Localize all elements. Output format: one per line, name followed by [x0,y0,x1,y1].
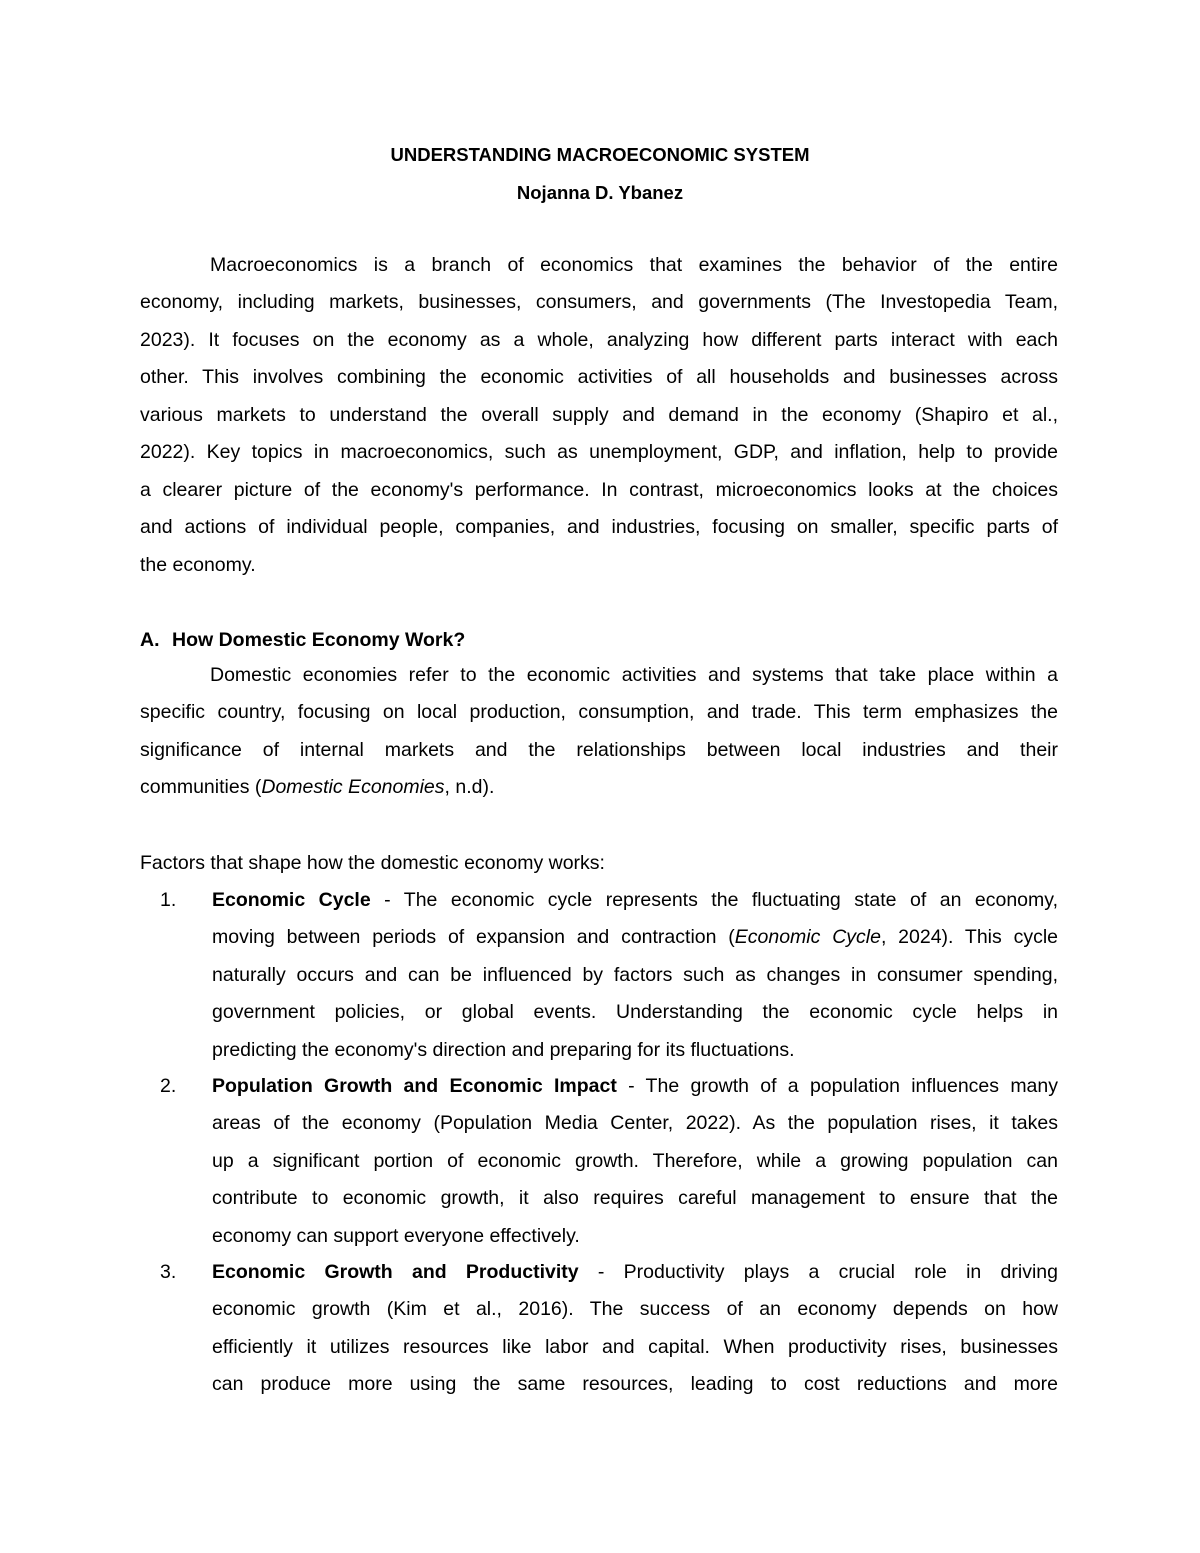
italic-citation: Domestic Economies [261,776,445,799]
intro-paragraph-line [140,439,1058,465]
factor-item-line [212,1334,1058,1360]
document-author: Nojanna D. Ybanez [516,182,684,203]
text-segment: contribute to economic growth, it also requires careful management to ensure that the [212,1187,1058,1210]
text-segment: 2023). It focuses on the economy as a whole, analyzing how different parts interact with each [140,328,1058,351]
factor-item-line [212,1371,1058,1397]
text-segment: specific country, focusing on local production, consumption, and trade. This term emphasizes the [140,701,1058,724]
text-segment: various markets to understand the overall supply and demand in the economy (Shapiro et al., [140,403,1058,426]
text-segment: can produce more using the same resources, leading to cost reductions and more [212,1373,1058,1396]
italic-citation: Economic Cycle [734,926,881,949]
bold-term: Economic Cycle [212,889,371,911]
intro-paragraph-line [210,252,1058,278]
factor-item-line [212,1259,1058,1285]
factor-item-line [212,1148,1058,1174]
factor-item-line [212,887,1058,913]
section-a-paragraph-line [140,737,1058,763]
list-number: 1. [160,889,177,911]
text-segment: the economy. [140,553,256,576]
factors-intro: Factors that shape how the domestic economy works: [140,852,605,874]
section-a-paragraph-line [140,699,1058,725]
text-segment: economy can support everyone effectively. [212,1224,580,1247]
factor-item-line [212,1296,1058,1322]
text-segment: , n.d). [444,776,495,799]
text-segment: , 2024). This cycle [880,926,1058,949]
intro-paragraph-line [140,289,1058,315]
text-segment: - The growth of a population influences many [616,1075,1059,1097]
text-segment: Macroeconomics is a branch of economics that examines the behavior of the entire [210,254,1058,276]
factor-item-line [212,1223,1058,1249]
factor-item-line [212,1185,1058,1211]
text-segment: - Productivity plays a crucial role in driving [578,1261,1058,1283]
text-segment: moving between periods of expansion and contraction ( [212,926,735,949]
text-segment: a clearer picture of the economy's performance. In contrast, microeconomics looks at the choices [140,478,1058,501]
document-title: UNDERSTANDING MACROECONOMIC SYSTEM [390,144,810,165]
text-segment: other. This involves combining the economic activities of all households and businesses across [140,366,1058,389]
factor-item-line [212,962,1058,988]
section-heading: How Domestic Economy Work? [172,629,466,651]
bold-term: Economic Growth and Productivity [212,1261,579,1283]
text-segment: economic growth (Kim et al., 2016). The success of an economy depends on how [212,1298,1058,1321]
intro-paragraph-line [140,327,1058,353]
text-segment: areas of the economy (Population Media Center, 2022). As the population rises, it takes [212,1112,1058,1135]
text-segment: 2022). Key topics in macroeconomics, such as unemployment, GDP, and inflation, help to provide [140,441,1058,464]
text-segment: communities ( [140,776,262,799]
section-a-paragraph-line [140,774,1058,800]
text-segment: economy, including markets, businesses, consumers, and governments (The Investopedia Team, [140,291,1058,314]
intro-paragraph-line [140,402,1058,428]
intro-paragraph-line [140,514,1058,540]
list-number: 3. [160,1261,177,1283]
intro-paragraph-line [140,364,1058,390]
factor-item-line [212,1110,1058,1136]
text-segment: predicting the economy's direction and preparing for its fluctuations. [212,1038,795,1061]
section-marker: A. [140,629,160,651]
text-segment: significance of internal markets and the relationships between local industries and their [140,738,1058,761]
factor-item-line [212,1073,1058,1099]
intro-paragraph-line [140,552,1058,578]
bold-term: Population Growth and Economic Impact [212,1075,617,1097]
factor-item-line [212,999,1058,1025]
text-segment: - The economic cycle represents the fluctuating state of an economy, [370,889,1058,911]
text-segment: Domestic economies refer to the economic activities and systems that take place within a [210,664,1058,686]
text-segment: naturally occurs and can be influenced by factors such as changes in consumer spending, [212,963,1058,986]
intro-paragraph-line [140,477,1058,503]
text-segment: efficiently it utilizes resources like labor and capital. When productivity rises, businesses [212,1335,1058,1358]
factor-item-line [212,924,1058,950]
text-segment: government policies, or global events. Understanding the economic cycle helps in [212,1001,1058,1024]
section-a-paragraph-line [210,662,1058,688]
text-segment: up a significant portion of economic growth. Therefore, while a growing population can [212,1149,1058,1172]
text-segment: and actions of individual people, companies, and industries, focusing on smaller, specific parts of [140,516,1058,539]
list-number: 2. [160,1075,177,1097]
factor-item-line [212,1037,1058,1063]
